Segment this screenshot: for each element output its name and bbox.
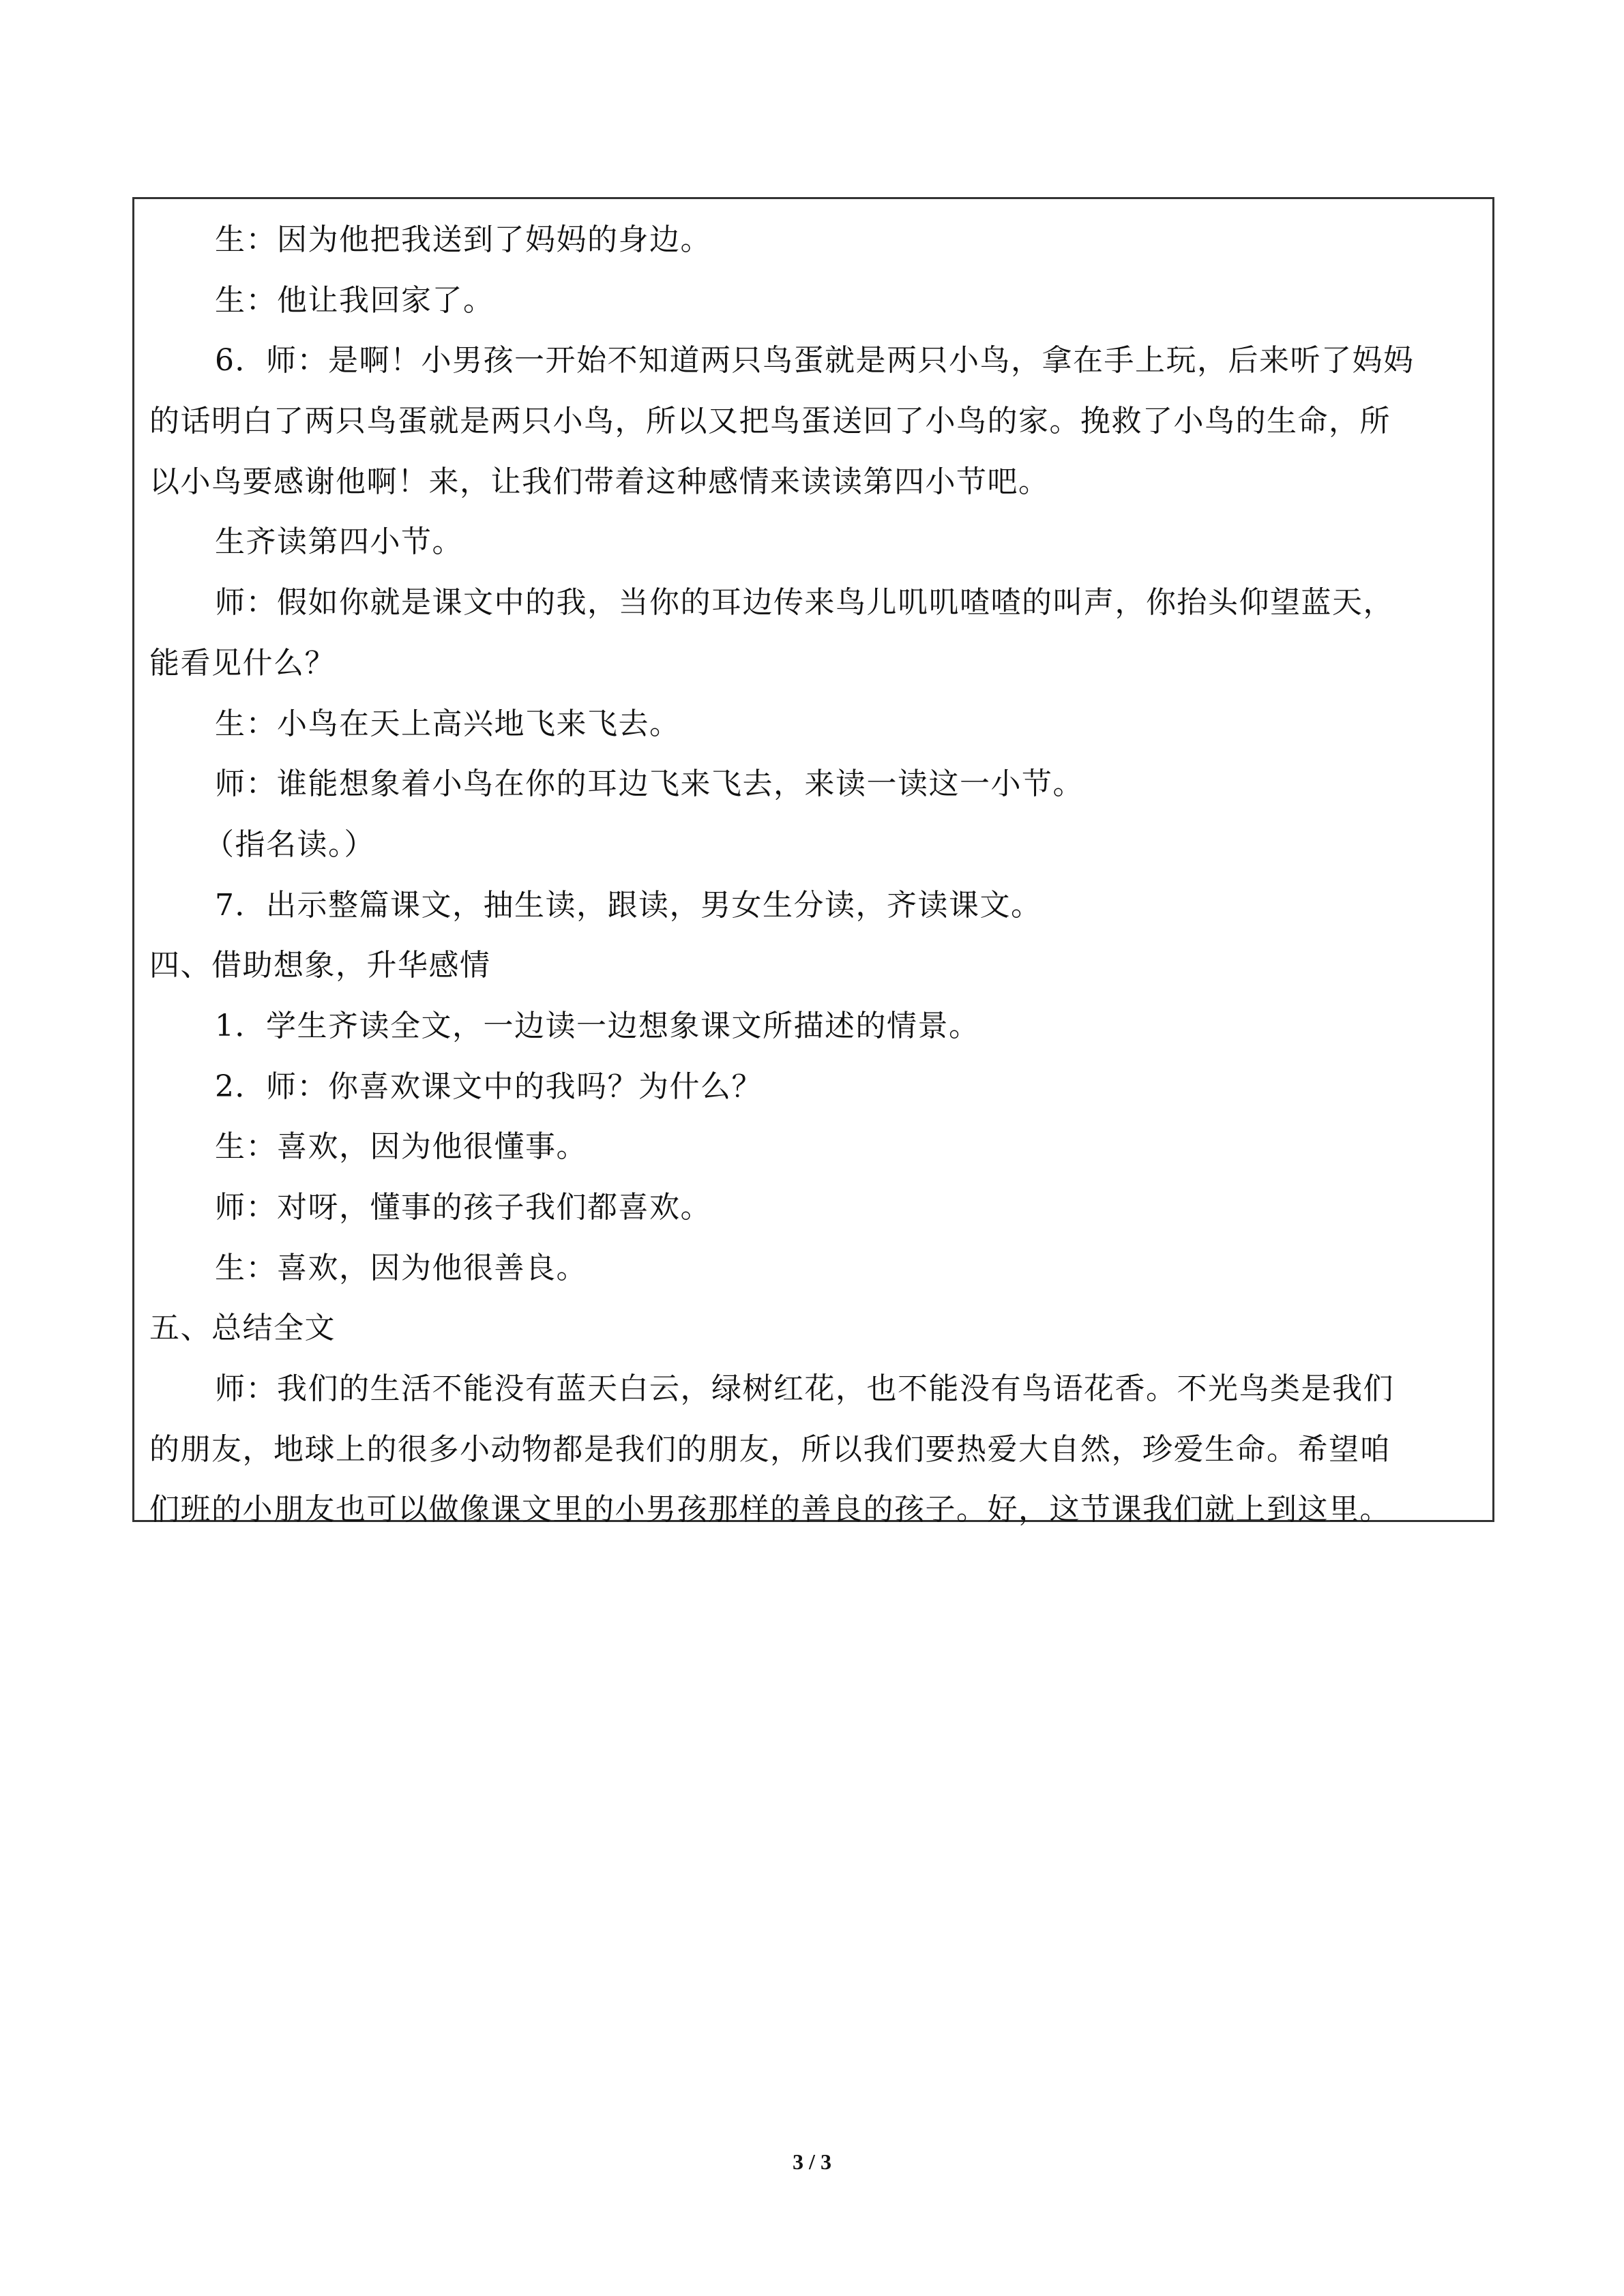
text-line: 2．师：你喜欢课文中的我吗？为什么？ [215,1069,763,1104]
text-line: 师：谁能想象着小鸟在你的耳边飞来飞去，来读一读这一小节。 [215,766,1084,802]
text-line: 生：他让我回家了。 [215,282,494,318]
section-heading: 五、总结全文 [149,1311,336,1346]
text-line: 1．学生齐读全文，一边读一边想象课文所描述的情景。 [215,1008,980,1043]
text-line: 以小鸟要感谢他啊！来，让我们带着这种感情来读读第四小节吧。 [149,464,1050,499]
section-heading: 四、借助想象，升华感情 [149,948,491,983]
text-line: 的话明白了两只鸟蛋就是两只小鸟，所以又把鸟蛋送回了小鸟的家。挽救了小鸟的生命，所 [149,404,1391,439]
text-line: 生齐读第四小节。 [215,524,463,560]
page-number: 3 / 3 [793,2149,831,2174]
lesson-content-box [132,197,1494,1527]
text-line: 7．出示整篇课文，抽生读，跟读，男女生分读，齐读课文。 [215,887,1042,923]
text-line: 生：喜欢，因为他很懂事。 [215,1129,587,1165]
text-line: 生：小鸟在天上高兴地飞来飞去。 [215,706,681,741]
text-line: 6．师：是啊！小男孩一开始不知道两只鸟蛋就是两只小鸟，拿在手上玩，后来听了妈妈 [215,343,1415,378]
text-line: 能看见什么？ [149,645,336,681]
text-line: 生：喜欢，因为他很善良。 [215,1250,587,1285]
text-line: 师：假如你就是课文中的我，当你的耳边传来鸟儿叽叽喳喳的叫声，你抬头仰望蓝天， [215,585,1394,621]
text-line: 的朋友，地球上的很多小动物都是我们的朋友，所以我们要热爱大自然，珍爱生命。希望咱 [149,1431,1391,1467]
text-line: 们班的小朋友也可以做像课文里的小男孩那样的善良的孩子。好，这节课我们就上到这里。 [149,1492,1391,1527]
text-line: 师：我们的生活不能没有蓝天白云，绿树红花，也不能没有鸟语花香。不光鸟类是我们 [215,1371,1394,1407]
text-line: （指名读。） [204,826,375,862]
text-line: 师：对呀，懂事的孩子我们都喜欢。 [215,1190,711,1225]
text-line: 生：因为他把我送到了妈妈的身边。 [215,222,711,257]
